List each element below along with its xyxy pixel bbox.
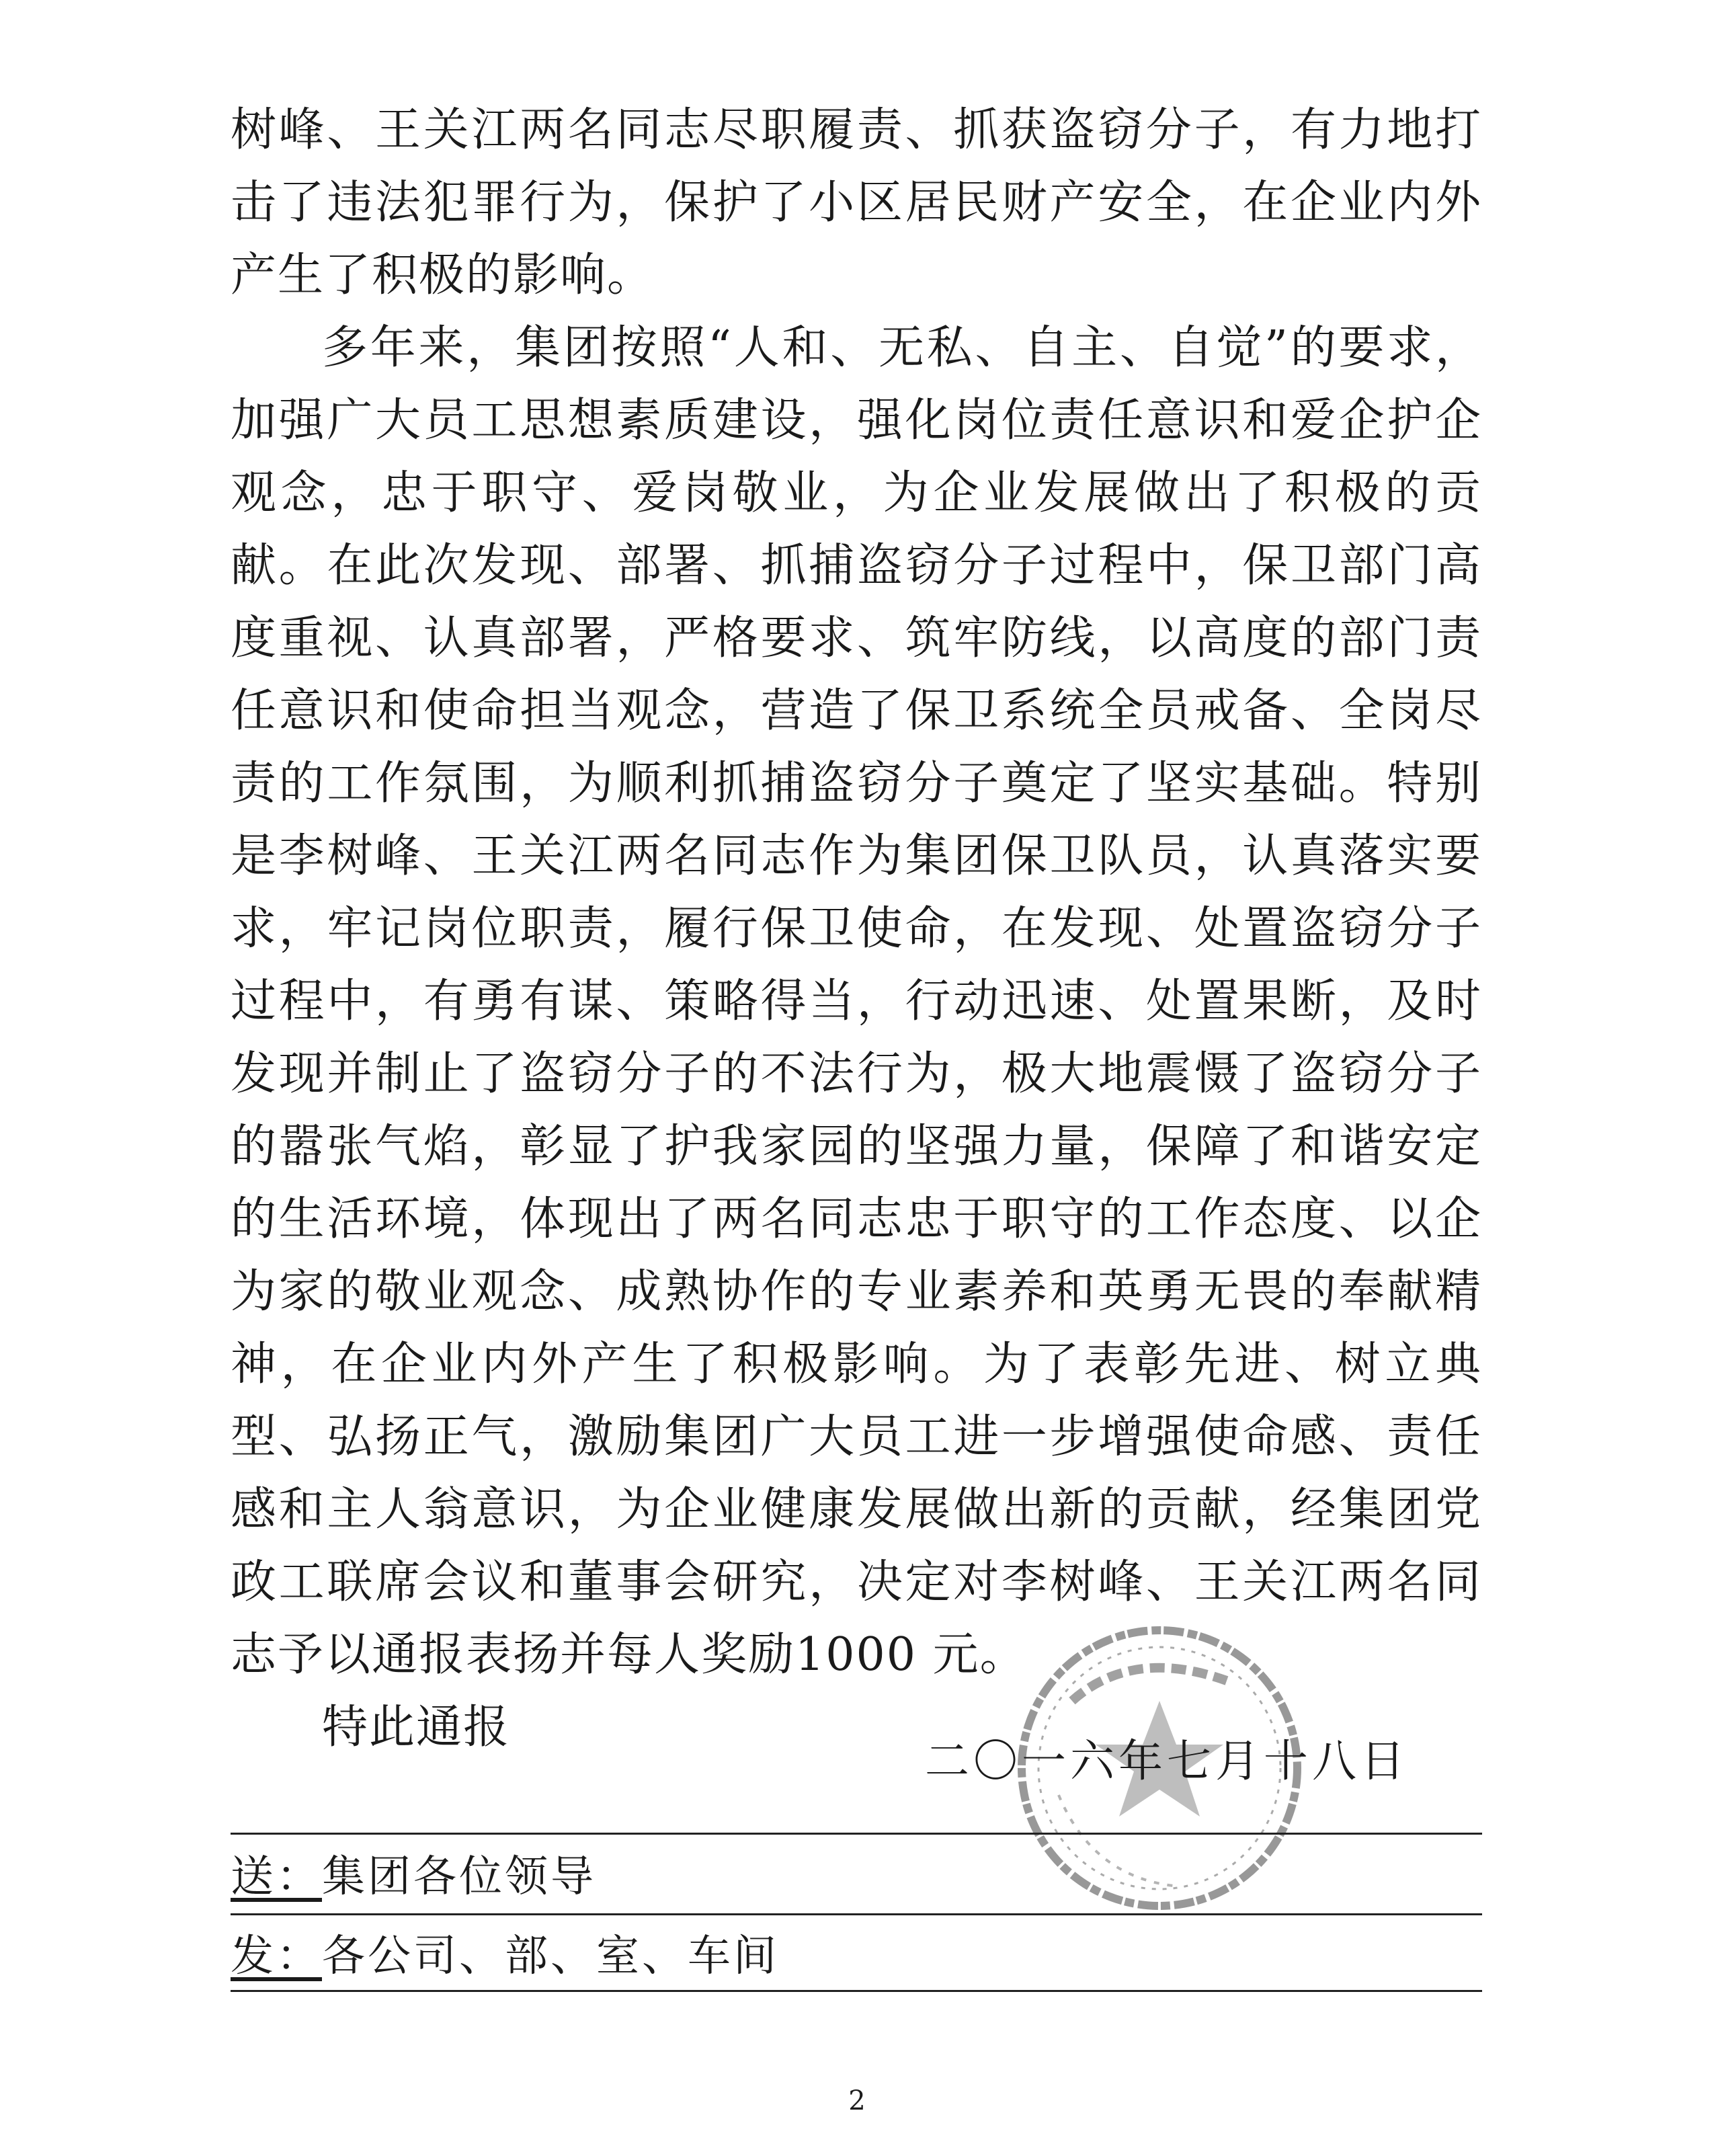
issue-recipients: 各公司、部、室、车间 — [322, 1931, 779, 1981]
send-label: 送： — [231, 1852, 322, 1902]
divider-middle — [231, 1913, 1482, 1915]
issue-label: 发： — [231, 1931, 322, 1981]
issue-date: 二〇一六年七月十八日 — [925, 1735, 1409, 1787]
issue-to-line — [231, 1929, 779, 1983]
divider-bottom — [231, 1990, 1482, 1992]
send-to-line — [231, 1850, 596, 1904]
page-number: 2 — [848, 2085, 866, 2116]
divider-top — [231, 1833, 1482, 1835]
paragraph-continued: 树峰、王关江两名同志尽职履责、抓获盗窃分子，有力地打击了违法犯罪行为，保护了小区居民财产安全，在企业内外产生了积极的影响。 — [231, 104, 1482, 302]
paragraph-main: 多年来，集团按照“人和、无私、自主、自觉”的要求，加强广大员工思想素质建设，强化岗位责任意识和爱企护企观念，忠于职守、爱岗敬业，为企业发展做出了积极的贡献。在此次发现、部署、抓捕盗窃分子过程中，保卫部门高度重视、认真部署，严格要求、筑牢防线，以高度的部门责任意识和使命担当观念，营造了保卫系统全员戒备、全岗尽责的工作氛围，为顺利抓捕盗窃分子奠定了坚实基础。特别是李树峰、王关江两名同志作为集团保卫队员，认真落实要求，牢记岗位职责，履行保卫使命，在发现、处置盗窃分子过程中，有勇有谋、策略得当，行动迅速、处置果断，及时发现并制止了盗窃分子的不法行为，极大地震慑了盗窃分子的嚣张气焰，彰显了护我家园的坚强力量，保障了和谐安定的生活环境，体现出了两名同志忠于职守的工作态度、以企为家的敬业观念、成熟协作的专业素养和英勇无畏的奉献精神，在企业内外产生了积极影响。为了表彰先进、树立典型、弘扬正气，激励集团广大员工进一步增强使命感、责任感和主人翁意识，为企业健康发展做出新的贡献，经集团党政工联席会议和董事会研究，决定对李树峰、王关江两名同志予以通报表扬并每人奖励1000 元。 — [231, 321, 1482, 1681]
closing-remark: 特此通报 — [322, 1701, 511, 1754]
send-recipients: 集团各位领导 — [322, 1852, 596, 1902]
document-body — [231, 94, 1482, 1764]
